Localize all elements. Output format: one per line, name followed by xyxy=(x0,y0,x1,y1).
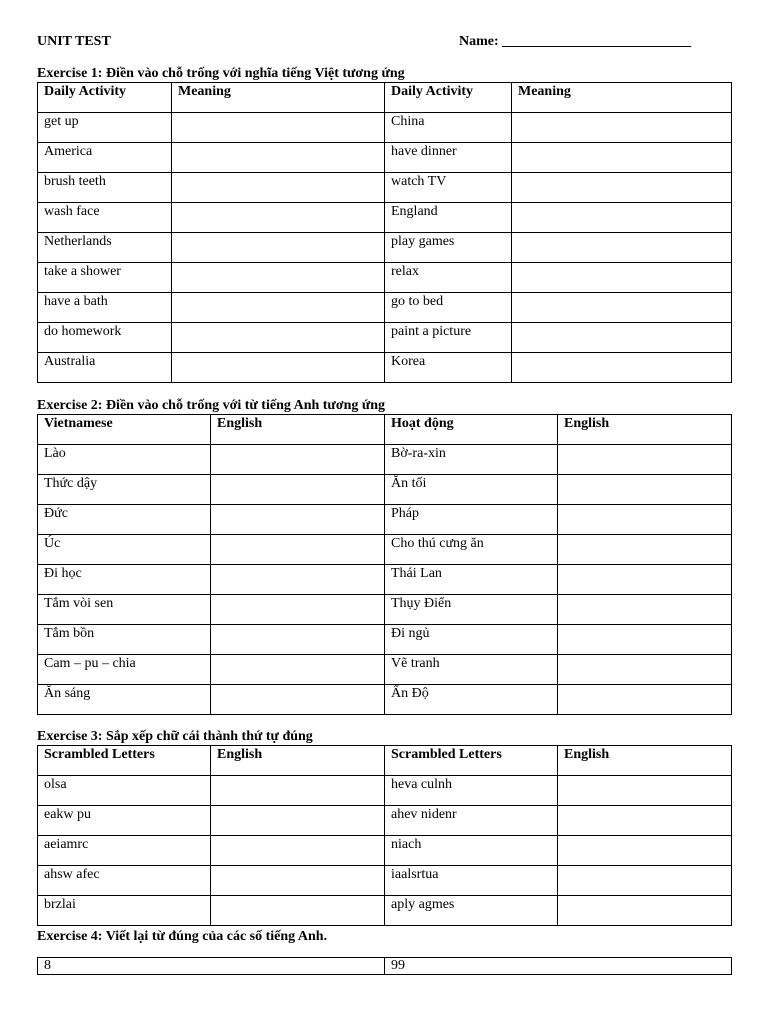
table-row xyxy=(38,353,732,383)
answer-cell[interactable] xyxy=(211,595,385,625)
answer-cell[interactable] xyxy=(558,806,732,836)
table-row xyxy=(38,958,732,975)
answer-cell[interactable] xyxy=(211,475,385,505)
answer-cell[interactable] xyxy=(172,113,385,143)
answer-cell[interactable] xyxy=(172,293,385,323)
answer-cell[interactable] xyxy=(211,445,385,475)
answer-cell[interactable] xyxy=(172,353,385,383)
table-row xyxy=(38,445,732,475)
word-cell: Cam – pu – chia xyxy=(38,655,211,685)
word-cell: Ăn sáng xyxy=(38,685,211,715)
word-cell: Netherlands xyxy=(38,233,172,263)
answer-cell[interactable] xyxy=(172,263,385,293)
word-cell: Ấn Độ xyxy=(385,685,558,715)
answer-cell[interactable] xyxy=(558,565,732,595)
word-cell: ahsw afec xyxy=(38,866,211,896)
table-row xyxy=(38,866,732,896)
word-cell: brzlai xyxy=(38,896,211,926)
word-cell: ahev nidenr xyxy=(385,806,558,836)
word-cell: have dinner xyxy=(385,143,512,173)
answer-cell[interactable] xyxy=(211,836,385,866)
word-cell: Ăn tối xyxy=(385,475,558,505)
answer-cell[interactable] xyxy=(512,173,732,203)
column-header: English xyxy=(558,746,732,776)
answer-cell[interactable] xyxy=(172,143,385,173)
table-row xyxy=(38,475,732,505)
word-cell: take a shower xyxy=(38,263,172,293)
answer-cell[interactable] xyxy=(512,353,732,383)
word-cell: Cho thú cưng ăn xyxy=(385,535,558,565)
word-cell: relax xyxy=(385,263,512,293)
word-cell: go to bed xyxy=(385,293,512,323)
exercise-4-table xyxy=(37,957,732,975)
word-cell: Thái Lan xyxy=(385,565,558,595)
table-row xyxy=(38,505,732,535)
word-cell: Bờ-ra-xin xyxy=(385,445,558,475)
table-row xyxy=(38,565,732,595)
word-cell: heva culnh xyxy=(385,776,558,806)
column-header: Vietnamese xyxy=(38,415,211,445)
answer-cell[interactable] xyxy=(172,323,385,353)
word-cell: aeiamrc xyxy=(38,836,211,866)
column-header: Hoạt động xyxy=(385,415,558,445)
word-cell: paint a picture xyxy=(385,323,512,353)
word-cell: Thụy Điển xyxy=(385,595,558,625)
table-row xyxy=(38,263,732,293)
word-cell: brush teeth xyxy=(38,173,172,203)
header-row xyxy=(38,746,732,776)
table-row xyxy=(38,203,732,233)
table-row xyxy=(38,293,732,323)
table-row xyxy=(38,836,732,866)
column-header: English xyxy=(558,415,732,445)
answer-cell[interactable] xyxy=(172,173,385,203)
table-row xyxy=(38,625,732,655)
answer-cell[interactable] xyxy=(211,625,385,655)
table-row xyxy=(38,323,732,353)
exercise-3-title: Exercise 3: Sắp xếp chữ cái thành thứ tự đúng xyxy=(37,729,313,744)
table-row xyxy=(38,113,732,143)
word-cell: China xyxy=(385,113,512,143)
answer-cell[interactable] xyxy=(512,263,732,293)
exercise-4-title: Exercise 4: Viết lại từ đúng của các số tiếng Anh. xyxy=(37,929,328,944)
answer-cell[interactable] xyxy=(512,293,732,323)
answer-cell[interactable] xyxy=(512,323,732,353)
word-cell: Korea xyxy=(385,353,512,383)
column-header: Scrambled Letters xyxy=(38,746,211,776)
word-cell: Lào xyxy=(38,445,211,475)
word-cell: play games xyxy=(385,233,512,263)
word-cell: Đi học xyxy=(38,565,211,595)
word-cell: Thức dậy xyxy=(38,475,211,505)
answer-cell[interactable] xyxy=(512,203,732,233)
word-cell: niach xyxy=(385,836,558,866)
answer-cell[interactable] xyxy=(558,685,732,715)
table-row xyxy=(38,776,732,806)
word-cell: 8 xyxy=(38,958,385,975)
column-header: Meaning xyxy=(512,83,732,113)
exercise-3-table xyxy=(37,745,732,926)
word-cell: do homework xyxy=(38,323,172,353)
table-row xyxy=(38,806,732,836)
column-header: Daily Activity xyxy=(385,83,512,113)
exercise-2-title: Exercise 2: Điền vào chỗ trống với từ tiếng Anh tương ứng xyxy=(37,398,386,413)
word-cell: iaalsrtua xyxy=(385,866,558,896)
table-row xyxy=(38,896,732,926)
column-header: Scrambled Letters xyxy=(385,746,558,776)
word-cell: have a bath xyxy=(38,293,172,323)
answer-cell[interactable] xyxy=(558,866,732,896)
answer-cell[interactable] xyxy=(558,535,732,565)
table-row xyxy=(38,655,732,685)
word-cell: watch TV xyxy=(385,173,512,203)
table-row xyxy=(38,685,732,715)
exercise-1-title: Exercise 1: Điền vào chỗ trống với nghĩa tiếng Việt tương ứng xyxy=(37,66,405,81)
word-cell: America xyxy=(38,143,172,173)
word-cell: England xyxy=(385,203,512,233)
page-header xyxy=(37,34,731,54)
table-row xyxy=(38,233,732,263)
answer-cell[interactable] xyxy=(512,233,732,263)
answer-cell[interactable] xyxy=(558,475,732,505)
word-cell: olsa xyxy=(38,776,211,806)
column-header: Daily Activity xyxy=(38,83,172,113)
answer-cell[interactable] xyxy=(211,806,385,836)
table-row xyxy=(38,595,732,625)
answer-cell[interactable] xyxy=(558,896,732,926)
table-row xyxy=(38,143,732,173)
column-header: Meaning xyxy=(172,83,385,113)
answer-cell[interactable] xyxy=(211,505,385,535)
word-cell: Pháp xyxy=(385,505,558,535)
answer-cell[interactable] xyxy=(211,896,385,926)
word-cell: Đức xyxy=(38,505,211,535)
column-header: English xyxy=(211,415,385,445)
word-cell: 99 xyxy=(385,958,732,975)
answer-cell[interactable] xyxy=(211,565,385,595)
answer-cell[interactable] xyxy=(558,776,732,806)
answer-cell[interactable] xyxy=(512,113,732,143)
answer-cell[interactable] xyxy=(558,445,732,475)
header-row xyxy=(38,415,732,445)
answer-cell[interactable] xyxy=(211,776,385,806)
answer-cell[interactable] xyxy=(211,655,385,685)
answer-cell[interactable] xyxy=(558,625,732,655)
answer-cell[interactable] xyxy=(211,866,385,896)
answer-cell[interactable] xyxy=(211,535,385,565)
answer-cell[interactable] xyxy=(558,595,732,625)
word-cell: Úc xyxy=(38,535,211,565)
word-cell: get up xyxy=(38,113,172,143)
answer-cell[interactable] xyxy=(172,233,385,263)
answer-cell[interactable] xyxy=(558,836,732,866)
word-cell: Tắm bồn xyxy=(38,625,211,655)
word-cell: Australia xyxy=(38,353,172,383)
word-cell: wash face xyxy=(38,203,172,233)
page-title: UNIT TEST xyxy=(37,34,111,49)
word-cell: Đi ngủ xyxy=(385,625,558,655)
name-label: Name: ___________________________ xyxy=(459,34,692,49)
answer-cell[interactable] xyxy=(172,203,385,233)
column-header: English xyxy=(211,746,385,776)
table-row xyxy=(38,535,732,565)
word-cell: eakw pu xyxy=(38,806,211,836)
answer-cell[interactable] xyxy=(558,505,732,535)
word-cell: Vẽ tranh xyxy=(385,655,558,685)
word-cell: aply agmes xyxy=(385,896,558,926)
answer-cell[interactable] xyxy=(211,685,385,715)
answer-cell[interactable] xyxy=(512,143,732,173)
word-cell: Tắm vòi sen xyxy=(38,595,211,625)
answer-cell[interactable] xyxy=(558,655,732,685)
exercise-1-table xyxy=(37,82,732,383)
exercise-2-table xyxy=(37,414,732,715)
header-row xyxy=(38,83,732,113)
table-row xyxy=(38,173,732,203)
